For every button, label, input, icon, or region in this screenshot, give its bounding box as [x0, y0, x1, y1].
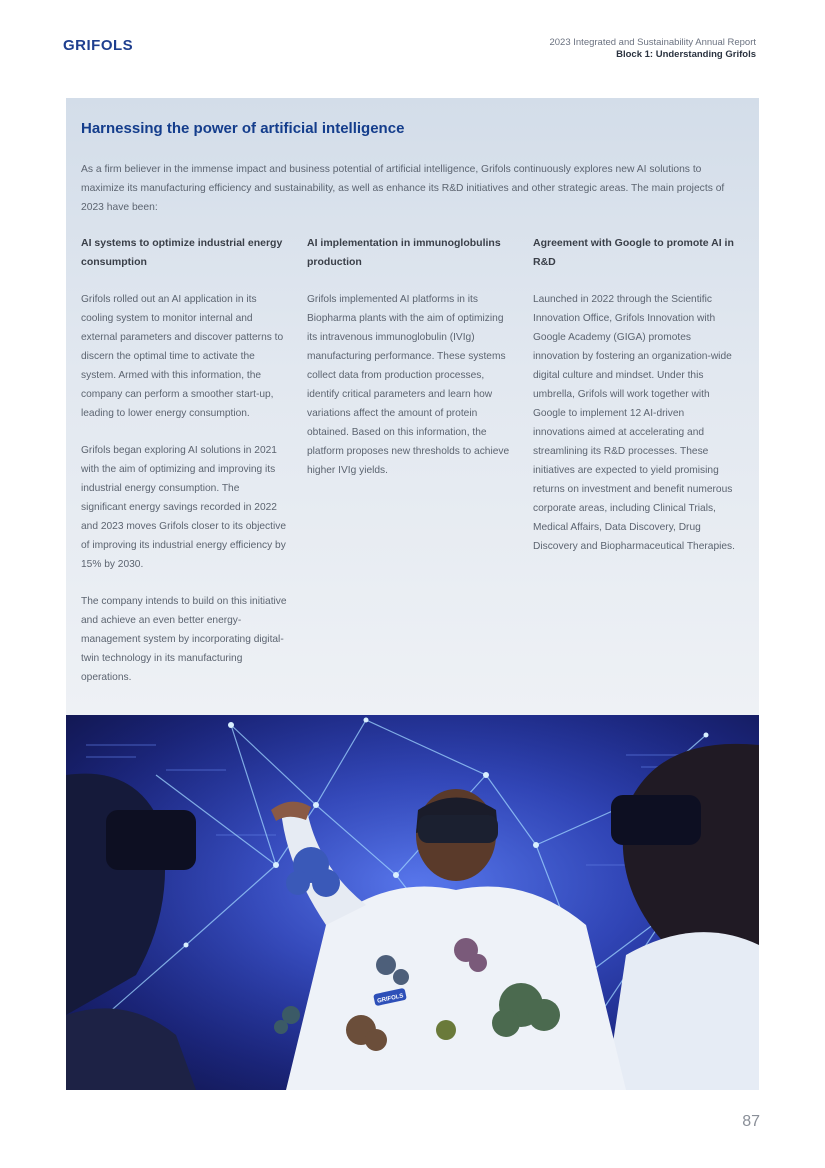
page-number: 87	[742, 1113, 760, 1130]
grifols-logo: GRIFOLS	[63, 37, 134, 54]
column-paragraph: The company intends to build on this initiative and achieve an even better energy-management system by incorporating digital-twin technology in its manufacturing operations.	[81, 596, 287, 683]
panel-title: Harnessing the power of artificial intelligence	[81, 120, 405, 137]
section-label: Block 1: Understanding Grifols	[616, 49, 756, 60]
column-google	[533, 234, 738, 574]
column-heading: Agreement with Google to promote AI in R&D	[533, 237, 734, 268]
column-immunoglobulins	[307, 234, 513, 498]
column-paragraph: Grifols implemented AI platforms in its Biopharma plants with the aim of optimizing its intravenous immunoglobulin (IVIg) manufacturing performance. These systems collect data from production processes, identify critical parameters and learn how variations affect the amount of protein obtained. Based on this information, the platform proposes new thresholds to achieve higher IVIg yields.	[307, 294, 510, 476]
badge-text: GRIFOLS	[376, 993, 405, 1005]
column-heading: AI systems to optimize industrial energy consumption	[81, 237, 283, 268]
column-energy	[81, 234, 287, 705]
column-paragraph: Grifols rolled out an AI application in its cooling system to monitor internal and external parameters and discover patterns to discern the optimal time to activate the system. Armed with this information, the company can perform a smoother start-up, leading to lower energy consumption.	[81, 294, 284, 419]
column-paragraph: Launched in 2022 through the Scientific Innovation Office, Grifols Innovation with Google Academy (GIGA) promotes innovation by fostering an organization-wide digital culture and mindset. Under this umbrella, Grifols will work together with Google to implement 12 AI-driven innovations aimed at accelerating and streamlining its R&D processes. These initiatives are expected to yield promising returns on investment and benefit numerous corporate areas, including Clinical Trials, Medical Affairs, Data Discovery, Drug Discovery and Biopharmaceutical Therapies.	[533, 294, 735, 552]
report-title: 2023 Integrated and Sustainability Annual Report	[549, 37, 756, 48]
panel-intro: As a firm believer in the immense impact and business potential of artificial intelligence, Grifols continuously explores new AI solutions to maximize its manufacturing efficiency and sustainability, as well as enhance its R&D initiatives and other strategic areas. The main projects of 2023 have been:	[81, 164, 725, 213]
column-heading: AI implementation in immunoglobulins production	[307, 237, 501, 268]
column-paragraph: Grifols began exploring AI solutions in 2021 with the aim of optimizing and improving its industrial energy consumption. The significant energy savings recorded in 2022 and 2023 moves Grifols closer to its objective of improving its industrial energy efficiency by 15% by 2030.	[81, 445, 286, 570]
ai-lab-photo	[66, 715, 759, 1090]
report-header	[549, 37, 756, 61]
ai-info-panel	[66, 98, 759, 715]
